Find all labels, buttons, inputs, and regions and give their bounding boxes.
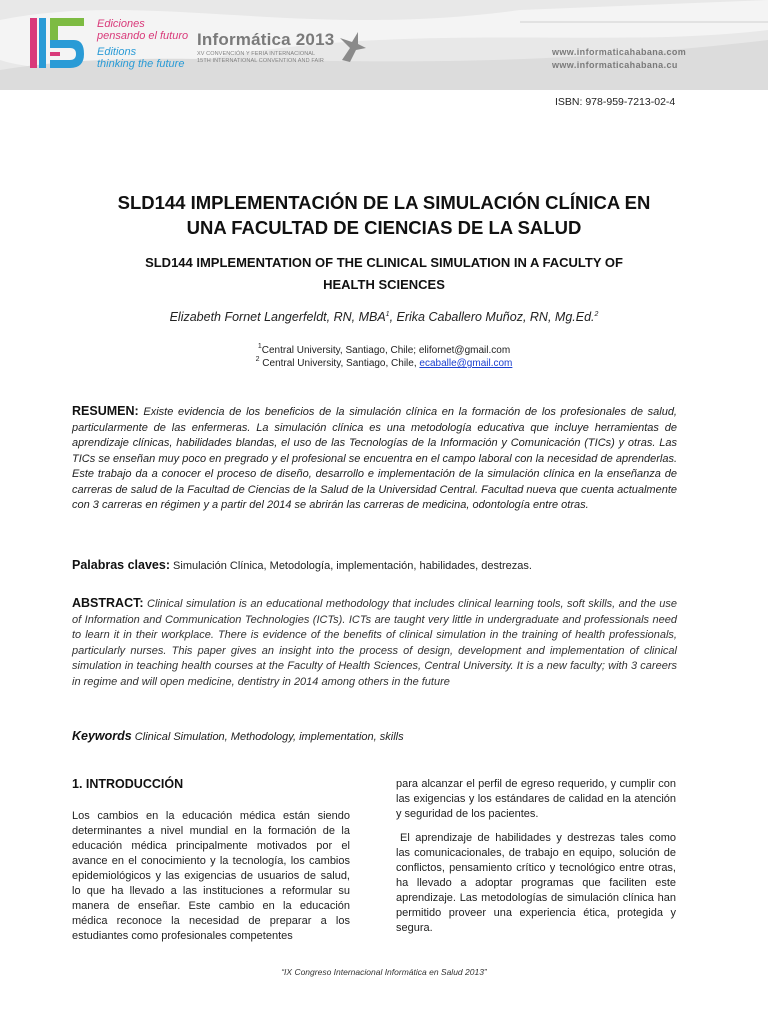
page-footer: “IX Congreso Internacional Informática en Salud 2013”	[281, 967, 487, 977]
resumen-paragraph	[72, 404, 677, 514]
tagline-en-line: Editions	[97, 46, 137, 58]
right-column	[396, 777, 676, 936]
abstract-paragraph	[72, 596, 677, 690]
bird-icon	[338, 30, 368, 64]
event-subtitle-line: XV CONVENCIÓN Y FERIA INTERNACIONAL	[197, 51, 316, 57]
title-en-line: HEALTH SCIENCES	[323, 277, 445, 292]
header-banner	[0, 0, 768, 90]
tagline-es-line: pensando el futuro	[97, 30, 189, 42]
paper-title-english	[60, 252, 708, 296]
body-paragraph: Los cambios en la educación médica están siendo determinantes a nivel mundial en la formación de la educación médica principalmente motivados por el avance en el conocimiento y la tecnología, los cambios epidemiológicos y las exigencias de usuarios de salud, lo que ha llevado a las instituciones a reformular su manera de enseñar. Este cambio en la educación médica reconoce la necesidad de preparar a los estudiantes como profesionales competentes	[72, 810, 350, 942]
left-column	[72, 809, 350, 944]
title-es-line: SLD144 IMPLEMENTACIÓN DE LA SIMULACIÓN CLÍNICA EN	[117, 192, 651, 213]
affiliation-1-mark: 1	[257, 343, 262, 350]
palabras-label: Palabras claves:	[72, 558, 170, 572]
title-es-line: UNA FACULTAD DE CIENCIAS DE LA SALUD	[186, 217, 582, 238]
tagline-en-line: thinking the future	[97, 58, 185, 70]
body-paragraph: para alcanzar el perfil de egreso requerido, y cumplir con las exigencias y los estándares de calidad en la atención y seguridad de los pacientes.	[396, 778, 676, 820]
author-2: , Erika Caballero Muñoz, RN, Mg.Ed.	[389, 310, 595, 324]
abstract-label: ABSTRACT:	[72, 596, 144, 610]
event-urls	[552, 46, 686, 72]
banner-swoosh-graphic	[0, 0, 768, 90]
tagline-spanish	[97, 18, 188, 42]
tagline-es-line: Ediciones	[97, 18, 145, 30]
author-2-affiliation-mark: 2	[594, 311, 599, 318]
url-link[interactable]: www.informaticahabana.com	[552, 47, 687, 57]
affiliation-2-email-link[interactable]: ecaballe@gmail.com	[419, 358, 513, 369]
event-subtitle-line: 15TH INTERNATIONAL CONVENTION AND FAIR	[197, 58, 324, 64]
keywords-label: Keywords	[72, 729, 132, 743]
resumen-text: Existe evidencia de los beneficios de la simulación clínica en la formación de los profesionales de salud, particularmente de las enfermeras. La simulación clínica es una metodología educativa que incluye herramientas de aprendizaje clínicas, habilidades blandas, el uso de las Tecnologías de la Información y Comunicación (TICs) y otras. Las TICs se enseñan muy poco en pregrado y el profesional se encuentra en el campo laboral con la necesidad de aprenderlas. Este trabajo da a conocer el proceso de diseño, desarrollo e implementación de la simulación clínica en la enseñanza de carreras de salud de la Facultad de Ciencias de la Salud de la Universidad Central. Facultad nueva que cuenta actualmente con 3 carreras en régimen y a partir del 2014 se abrirán las carreras de medicina, odontología entre otras.	[72, 406, 677, 511]
resumen-label: RESUMEN:	[72, 404, 139, 418]
keywords-text: Clinical Simulation, Methodology, implementation, skills	[131, 731, 404, 743]
author-1-affiliation-mark: 1	[385, 311, 390, 318]
keywords-paragraph	[72, 729, 677, 746]
affiliation-1-text: Central University, Santiago, Chile; elifornet@gmail.com	[261, 345, 511, 356]
author-1: Elizabeth Fornet Langerfeldt, RN, MBA	[169, 310, 386, 324]
palabras-text: Simulación Clínica, Metodología, implementación, habilidades, destrezas.	[170, 560, 532, 572]
affiliation-2-mark: 2	[255, 356, 260, 363]
paper-title-spanish	[60, 190, 708, 240]
abstract-text: Clinical simulation is an educational methodology that includes clinical learning tools, soft skills, and the use of Information and Communication Technologies (ICTs). ICTs are taught very little in undergraduate and professionals need to learn it in their workplace. There is evidence of the benefits of clinical simulation in the training of health professionals, particularly nurses. This paper gives an insight into the process of design, development and implementation of clinical simulation in teaching health courses at the Faculty of Health Sciences, Central University. It is a new faculty; with 3 careers in regime and will open medicine, dentistry in 2014 among others in the future	[72, 598, 677, 688]
isbn-label: ISBN: 978-959-7213-02-4	[555, 96, 676, 108]
palabras-claves-paragraph	[72, 558, 677, 575]
affiliation-2	[60, 357, 708, 370]
tagline-english	[97, 46, 184, 70]
affiliations	[60, 344, 708, 370]
affiliation-2-text: Central University, Santiago, Chile,	[259, 358, 420, 369]
edition-15-logo	[28, 14, 88, 72]
section-heading-introduccion: 1. INTRODUCCIÓN	[72, 777, 184, 791]
affiliation-1	[60, 344, 708, 357]
author-list	[60, 310, 708, 324]
title-en-line: SLD144 IMPLEMENTATION OF THE CLINICAL SIMULATION IN A FACULTY OF	[145, 255, 623, 270]
event-title: Informática 2013	[197, 30, 335, 49]
event-subtitle	[197, 51, 324, 65]
body-paragraph: El aprendizaje de habilidades y destrezas tales como las comunicacionales, de trabajo en equipo, solución de conflictos, pensamiento crítico y tecnológico entre otras, ha llevado a adoptar programas que faciliten este aprendizaje. Las metodologías de simulación clínica han permitido proveer una experiencia ética, protegida y segura.	[396, 832, 676, 934]
url-link[interactable]: www.informaticahabana.cu	[552, 60, 678, 70]
